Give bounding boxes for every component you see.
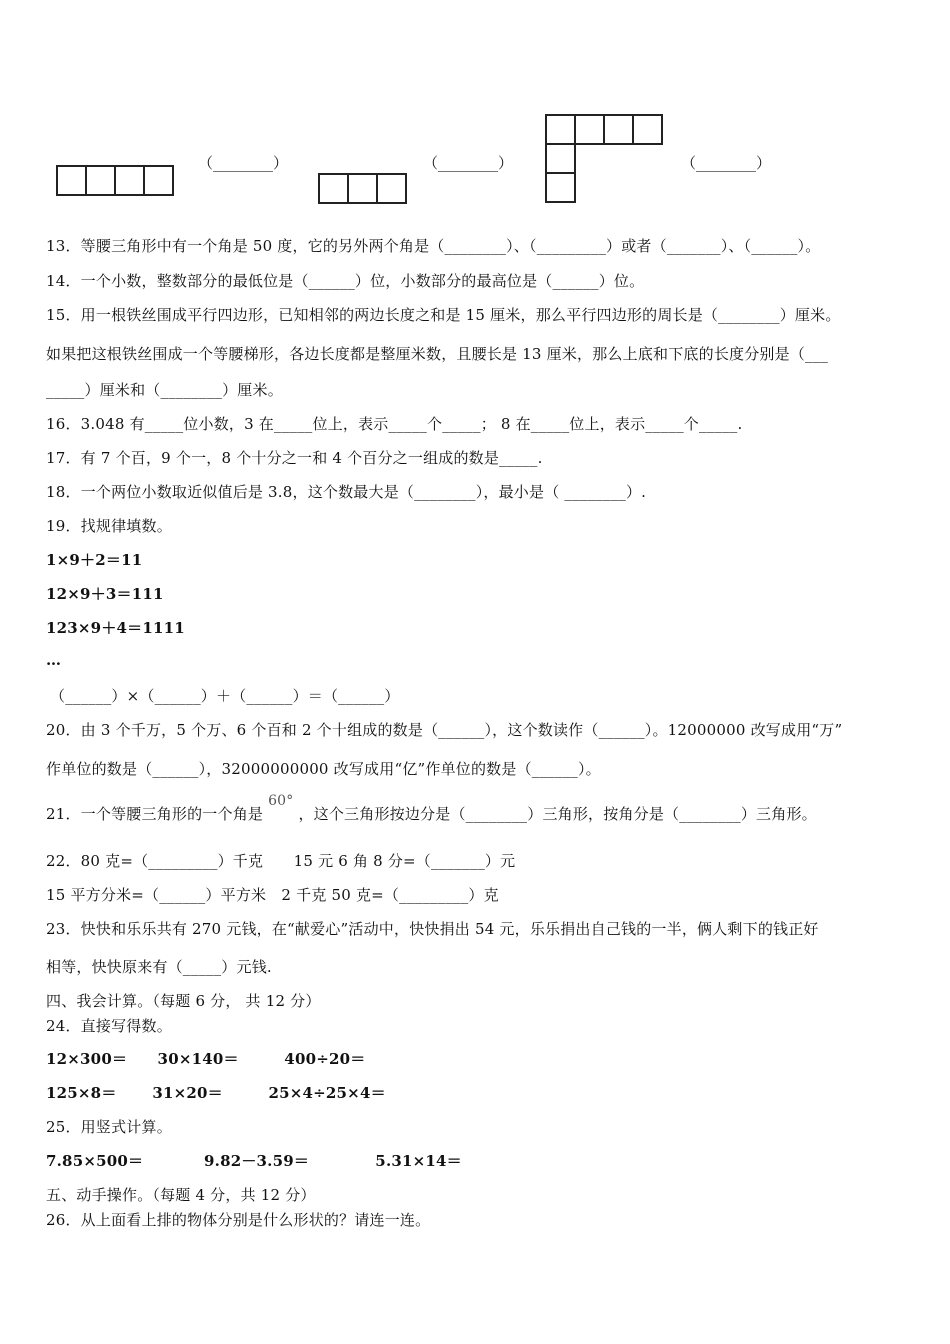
calc-row-2: 125×8＝ 31×20＝ 25×4÷25×4＝ <box>46 1084 386 1102</box>
question-16: 16．3.048 有_____位小数，3 在_____位上，表示_____个_____； 8 在_____位上，表示_____个_____. <box>46 415 743 433</box>
question-25: 25．用竖式计算。 <box>46 1118 172 1136</box>
question-20-line1: 20．由 3 个千万，5 个万、6 个百和 2 个十组成的数是（______），这个数读作（______）。12000000 改写成用“万” <box>46 721 843 739</box>
question-18: 18．一个两位小数取近似值后是 3.8，这个数最大是（________），最小是（ ________）. <box>46 483 647 501</box>
question-22-line2: 15 平方分米=（______）平方米 2 千克 50 克=（_________）克 <box>46 886 499 904</box>
square <box>85 165 116 196</box>
question-15-line2: 如果把这根铁丝围成一个等腰梯形，各边长度都是整厘米数，且腰长是 13 厘米，那么上底和下底的长度分别是（___ <box>46 345 829 363</box>
square <box>545 172 576 203</box>
square <box>347 173 378 204</box>
question-15-line1: 15．用一根铁丝围成平行四边形，已知相邻的两边长度之和是 15 厘米，那么平行四边形的周长是（________）厘米。 <box>46 306 841 324</box>
question-24: 24．直接写得数。 <box>46 1017 172 1035</box>
pattern-line-3: 123×9＋4＝1111 <box>46 619 185 637</box>
square <box>114 165 145 196</box>
section-5-heading: 五、动手操作。（每题 4 分，共 12 分） <box>46 1186 316 1204</box>
question-15-line3: _____）厘米和（________）厘米。 <box>46 381 283 399</box>
question-21-text-b: ，这个三角形按边分是（________）三角形，按角分是（________）三角形。 <box>298 805 817 823</box>
vertical-calc-row: 7.85×500＝ 9.82－3.59＝ 5.31×14＝ <box>46 1152 462 1170</box>
square <box>603 114 634 145</box>
square <box>376 173 407 204</box>
figure-answer-blank: （________） <box>198 154 289 172</box>
question-23-line2: 相等，快快原来有（_____）元钱. <box>46 958 272 976</box>
question-19: 19．找规律填数。 <box>46 517 172 535</box>
square <box>318 173 349 204</box>
pattern-line-1: 1×9＋2＝11 <box>46 551 143 569</box>
square <box>632 114 663 145</box>
figure-four-squares <box>56 165 172 196</box>
pattern-answer: （______）×（______）＋（______）＝（______） <box>50 687 400 705</box>
figure-answer-blank: （________） <box>423 154 514 172</box>
square <box>143 165 174 196</box>
pattern-line-2: 12×9＋3＝111 <box>46 585 164 603</box>
question-22-line1: 22．80 克=（_________）千克 15 元 6 角 8 分=（_______）元 <box>46 852 516 870</box>
square <box>545 143 576 174</box>
square <box>545 114 576 145</box>
question-17: 17．有 7 个百，9 个一，8 个十分之一和 4 个百分之一组成的数是_____. <box>46 449 543 467</box>
question-26: 26．从上面看上排的物体分别是什么形状的？请连一连。 <box>46 1211 431 1229</box>
square <box>574 114 605 145</box>
question-13: 13．等腰三角形中有一个角是 50 度，它的另外两个角是（________）、（_________）或者（_______）、（______）。 <box>46 237 821 255</box>
section-4-heading: 四、我会计算。（每题 6 分， 共 12 分） <box>46 992 321 1010</box>
pattern-ellipsis: … <box>46 651 62 669</box>
question-20-line2: 作单位的数是（______），32000000000 改写成用“亿”作单位的数是（______）。 <box>46 760 601 778</box>
question-23-line1: 23．快快和乐乐共有 270 元钱，在“献爱心”活动中，快快捐出 54 元，乐乐捐出自己钱的一半，俩人剩下的钱正好 <box>46 920 819 938</box>
square <box>56 165 87 196</box>
angle-60-degree: 60° <box>268 793 294 809</box>
figure-three-squares <box>318 173 405 204</box>
calc-row-1: 12×300＝ 30×140＝ 400÷20＝ <box>46 1050 366 1068</box>
question-14: 14．一个小数，整数部分的最低位是（______）位，小数部分的最高位是（______）位。 <box>46 272 645 290</box>
question-21-text-a: 21．一个等腰三角形的一个角是 <box>46 805 264 823</box>
question-21 <box>46 793 817 824</box>
figure-answer-blank: （________） <box>681 154 772 172</box>
figure-l-shape <box>545 114 661 203</box>
